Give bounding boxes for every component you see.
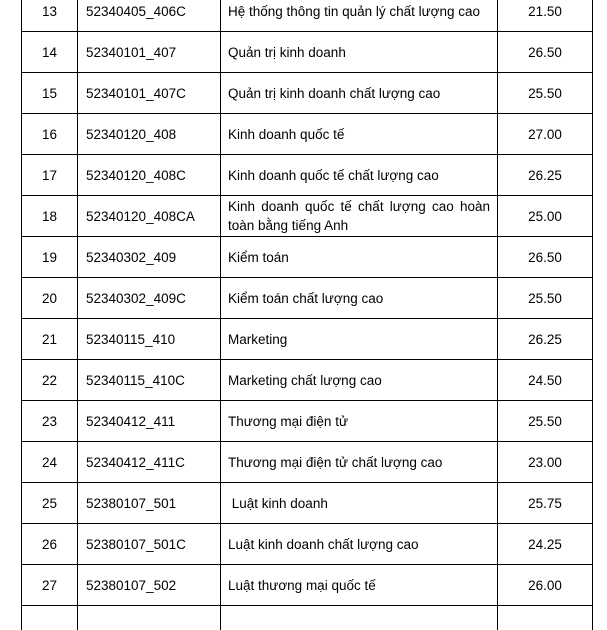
score-cell: 27.00 (498, 114, 593, 155)
score-cell: 24.25 (498, 524, 593, 565)
row-number-cell: 25 (22, 483, 78, 524)
row-number-cell: 19 (22, 237, 78, 278)
table-row (22, 73, 593, 114)
score-cell: 26.50 (498, 32, 593, 73)
score-cell: 21.50 (498, 0, 593, 32)
table-row (22, 32, 593, 73)
program-code-cell: 52340302_409C (78, 278, 221, 319)
program-code-cell: 52340115_410 (78, 319, 221, 360)
program-code-cell: 52340101_407C (78, 73, 221, 114)
row-number-cell: 24 (22, 442, 78, 483)
row-number-cell: 16 (22, 114, 78, 155)
program-name-cell: Kiểm toán (221, 237, 498, 278)
row-number-cell: 22 (22, 360, 78, 401)
score-cell: 26.00 (498, 565, 593, 606)
score-cell: 26.25 (498, 155, 593, 196)
program-code-cell: 52380107_501C (78, 524, 221, 565)
score-cell: 23.00 (498, 442, 593, 483)
program-name-cell: Luật kinh doanh (221, 483, 498, 524)
table-row (22, 0, 593, 32)
table-row (22, 155, 593, 196)
score-cell: 26.50 (498, 237, 593, 278)
program-code-cell: 52340405_406C (78, 0, 221, 32)
table-row (22, 483, 593, 524)
program-name-cell (221, 606, 498, 630)
score-cell: 24.50 (498, 360, 593, 401)
program-name-cell: Thương mại điện tử (221, 401, 498, 442)
row-number-cell (22, 606, 78, 630)
program-name-cell: Marketing chất lượng cao (221, 360, 498, 401)
row-number-cell: 21 (22, 319, 78, 360)
table-row (22, 606, 593, 630)
row-number-cell: 18 (22, 196, 78, 237)
table-row (22, 442, 593, 483)
table-row (22, 278, 593, 319)
row-number-cell: 23 (22, 401, 78, 442)
program-name-cell: Quản trị kinh doanh chất lượng cao (221, 73, 498, 114)
row-number-cell: 14 (22, 32, 78, 73)
table-row (22, 565, 593, 606)
score-cell: 25.50 (498, 278, 593, 319)
program-code-cell: 52340412_411C (78, 442, 221, 483)
score-cell (498, 606, 593, 630)
program-code-cell: 52340120_408C (78, 155, 221, 196)
score-cell: 25.50 (498, 73, 593, 114)
program-name-cell: Quản trị kinh doanh (221, 32, 498, 73)
program-code-cell: 52340412_411 (78, 401, 221, 442)
score-cell: 26.25 (498, 319, 593, 360)
program-code-cell (78, 606, 221, 630)
program-name-cell: Kiểm toán chất lượng cao (221, 278, 498, 319)
program-code-cell: 52340302_409 (78, 237, 221, 278)
program-name-cell: Luật thương mại quốc tế (221, 565, 498, 606)
table-row (22, 237, 593, 278)
row-number-cell: 27 (22, 565, 78, 606)
table-row (22, 319, 593, 360)
score-cell: 25.75 (498, 483, 593, 524)
table-row (22, 114, 593, 155)
program-name-cell: Thương mại điện tử chất lượng cao (221, 442, 498, 483)
table-row (22, 401, 593, 442)
row-number-cell: 20 (22, 278, 78, 319)
score-cell: 25.50 (498, 401, 593, 442)
admission-scores-table (21, 0, 593, 630)
row-number-cell: 17 (22, 155, 78, 196)
score-cell: 25.00 (498, 196, 593, 237)
table-row (22, 196, 593, 237)
row-number-cell: 15 (22, 73, 78, 114)
program-code-cell: 52340120_408 (78, 114, 221, 155)
row-number-cell: 26 (22, 524, 78, 565)
row-number-cell: 13 (22, 0, 78, 32)
program-code-cell: 52340101_407 (78, 32, 221, 73)
table-row (22, 524, 593, 565)
program-name-cell: Kinh doanh quốc tế chất lượng cao (221, 155, 498, 196)
program-code-cell: 52340115_410C (78, 360, 221, 401)
program-name-cell: Kinh doanh quốc tế chất lượng cao hoàn toàn bằng tiếng Anh (221, 196, 498, 237)
program-code-cell: 52380107_501 (78, 483, 221, 524)
program-name-cell: Luật kinh doanh chất lượng cao (221, 524, 498, 565)
program-code-cell: 52340120_408CA (78, 196, 221, 237)
program-name-cell: Hệ thống thông tin quản lý chất lượng cao (221, 0, 498, 32)
program-name-cell: Marketing (221, 319, 498, 360)
table-row (22, 360, 593, 401)
program-name-cell: Kinh doanh quốc tế (221, 114, 498, 155)
program-code-cell: 52380107_502 (78, 565, 221, 606)
